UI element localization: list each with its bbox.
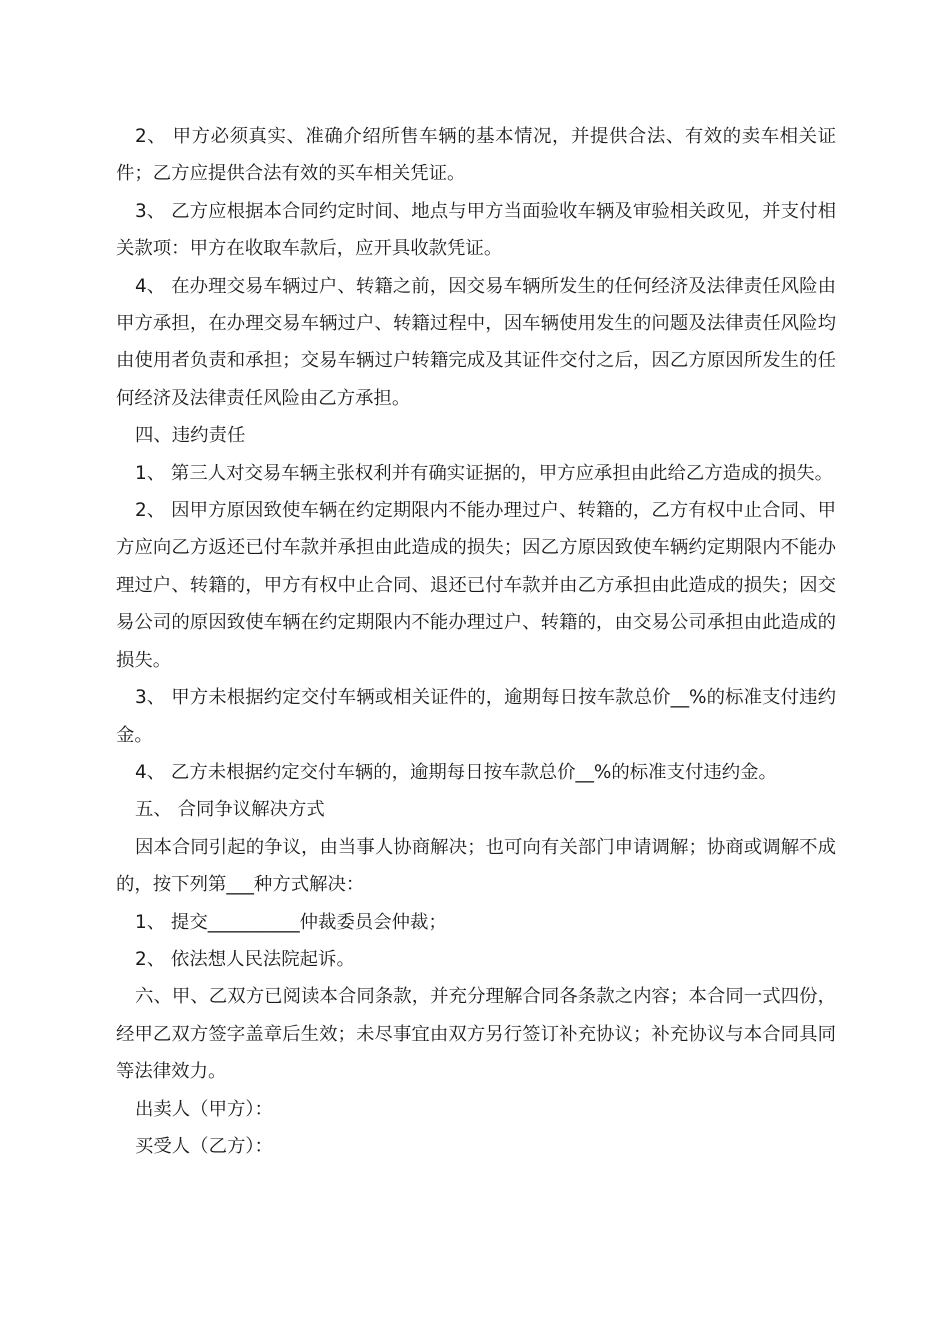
- clause-a3-buyer-inspection: 3、 乙方应根据本合同约定时间、地点与甲方当面验收车辆及审验相关政见，并支付相关款项：甲方在收取车款后，应开具收款凭证。: [116, 200, 836, 260]
- section-heading-breach-liability: 四、违约责任: [135, 425, 246, 447]
- clause-b3-seller-late-penalty: 3、 甲方未根据约定交付车辆或相关证件的，逾期每日按车款总价__%的标准支付违约金。: [116, 687, 836, 746]
- clause-a2-seller-obligations: 2、 甲方必须真实、准确介绍所售车辆的基本情况，并提供合法、有效的卖车相关证件；乙方应提供合法有效的买车相关凭证。: [116, 126, 836, 185]
- section-heading-dispute-resolution: 五、 合同争议解决方式: [135, 799, 325, 821]
- signature-buyer: 买受人（乙方）：: [135, 1135, 273, 1157]
- clause-dispute-arbitration: 1、 提交__________仲裁委员会仲裁；: [135, 911, 447, 933]
- clause-a4-risk-allocation: 4、 在办理交易车辆过户、转籍之前，因交易车辆所发生的任何经济及法律责任风险由甲方承担，在办理交易车辆过户、转籍过程中，因车辆使用发生的问题及法律责任风险均由使用者负责和承担；交易车辆过户转籍完成及其证件交付之后，因乙方原因所发生的任何经济及法律责任风险由乙方承担。: [116, 275, 836, 409]
- clause-effectiveness: 六、甲、乙双方已阅读本合同条款，并充分理解合同各条款之内容；本合同一式四份，经甲乙双方签字盖章后生效；未尽事宜由双方另行签订补充协议；补充协议与本合同具同等法律效力。: [116, 986, 836, 1083]
- signature-seller: 出卖人（甲方）：: [135, 1098, 273, 1120]
- document-body: [116, 118, 836, 1165]
- clause-b4-buyer-late-penalty: 4、 乙方未根据约定交付车辆的，逾期每日按车款总价__%的标准支付违约金。: [135, 761, 777, 783]
- clause-dispute-litigation: 2、 依法想人民法院起诉。: [135, 948, 355, 970]
- clause-dispute-intro: 因本合同引起的争议，由当事人协商解决；也可向有关部门申请调解；协商或调解不成的，按下列第___种方式解决：: [116, 836, 836, 896]
- clause-b2-transfer-failure: 2、 因甲方原因致使车辆在约定期限内不能办理过户、转籍的，乙方有权中止合同、甲方应向乙方返还已付车款并承担由此造成的损失；因乙方原因致使车辆约定期限内不能办理过户、转籍的，甲方有权中止合同、退还已付车款并由乙方承担由此造成的损失；因交易公司的原因致使车辆在约定期限内不能办理过户、转籍的，由交易公司承担由此造成的损失。: [116, 500, 836, 671]
- clause-b1-third-party-claims: 1、 第三人对交易车辆主张权利并有确实证据的，甲方应承担由此给乙方造成的损失。: [135, 462, 834, 484]
